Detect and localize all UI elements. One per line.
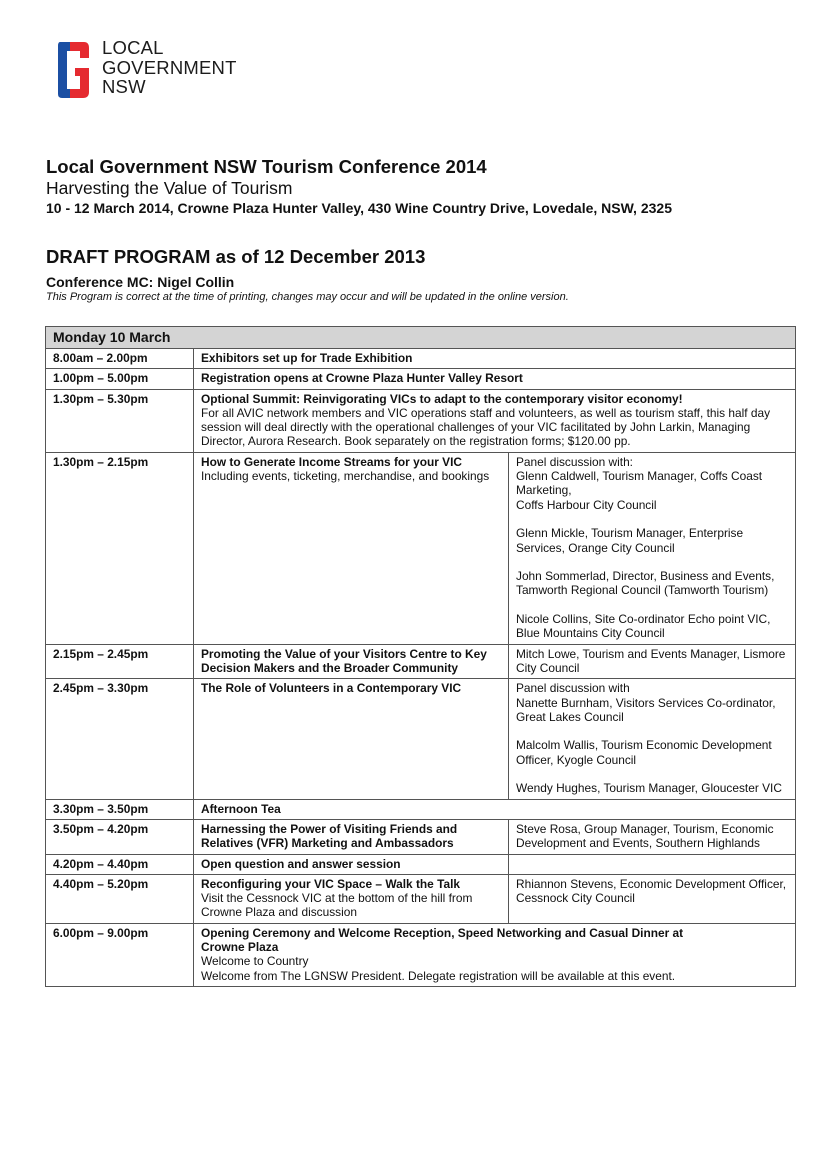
table-row bbox=[46, 874, 796, 923]
panel-intro: Panel discussion with bbox=[516, 681, 630, 696]
speaker: Glenn Caldwell, Tourism Manager, Coffs Coast Marketing, bbox=[516, 469, 763, 498]
speaker: Nanette Burnham, Visitors Services Co-ordinator, Great Lakes Council bbox=[516, 695, 776, 724]
logo-line-2: GOVERNMENT bbox=[102, 56, 237, 78]
session-time: 2.45pm – 3.30pm bbox=[46, 679, 194, 799]
logo-line-3: NSW bbox=[102, 76, 146, 97]
session-time: 1.30pm – 2.15pm bbox=[46, 452, 194, 644]
speaker: Rhiannon Stevens, Economic Development Officer, Cessnock City Council bbox=[509, 874, 796, 923]
session-description: Including events, ticketing, merchandise, and bookings bbox=[201, 469, 490, 484]
session-title: The Role of Volunteers in a Contemporary VIC bbox=[194, 679, 509, 799]
speaker: Wendy Hughes, Tourism Manager, Gloucester VIC bbox=[516, 781, 782, 796]
empty-cell bbox=[509, 854, 796, 874]
speaker: John Sommerlad, Director, Business and Events, Tamworth Regional Council (Tamworth Tourism) bbox=[516, 569, 775, 598]
speaker: Nicole Collins, Site Co-ordinator Echo point VIC, Blue Mountains City Council bbox=[516, 612, 771, 641]
speaker: Mitch Lowe, Tourism and Events Manager, Lismore City Council bbox=[509, 644, 796, 679]
table-row bbox=[46, 854, 796, 874]
session-time: 3.30pm – 3.50pm bbox=[46, 799, 194, 819]
conference-subtitle: Harvesting the Value of Tourism bbox=[46, 178, 293, 198]
day-heading: Monday 10 March bbox=[46, 327, 796, 349]
conference-mc: Conference MC: Nigel Collin bbox=[46, 274, 235, 290]
session-description: Welcome from The LGNSW President. Delegate registration will be available at this event. bbox=[201, 968, 676, 983]
speaker: Glenn Mickle, Tourism Manager, Enterprise Services, Orange City Council bbox=[516, 526, 744, 555]
session-title: Afternoon Tea bbox=[194, 799, 796, 819]
session-time: 2.15pm – 2.45pm bbox=[46, 644, 194, 679]
session-time: 1.30pm – 5.30pm bbox=[46, 389, 194, 452]
logo-line-1: LOCAL bbox=[102, 37, 164, 58]
program-table bbox=[45, 326, 796, 987]
session-time: 4.40pm – 5.20pm bbox=[46, 874, 194, 923]
session-title: Harnessing the Power of Visiting Friends and Relatives (VFR) Marketing and Ambassadors bbox=[194, 819, 509, 854]
table-row bbox=[46, 819, 796, 854]
session-time: 6.00pm – 9.00pm bbox=[46, 923, 194, 986]
session-title: Reconfiguring your VIC Space – Walk the Talk bbox=[201, 876, 461, 891]
session-description: Visit the Cessnock VIC at the bottom of the hill from Crowne Plaza and discussion bbox=[201, 891, 473, 920]
session-description: For all AVIC network members and VIC operations staff and volunteers, as well as tourism staff, this half day session will deal directly with the operational challenges of your VIC facilitated by John Larkin, Managing Director, Aurora Research. Book separately on the registration forms; $120.00 pp. bbox=[201, 405, 771, 449]
session-time: 8.00am – 2.00pm bbox=[46, 349, 194, 369]
table-row bbox=[46, 389, 796, 452]
table-row bbox=[46, 349, 796, 369]
session-cell bbox=[194, 923, 796, 986]
draft-program-heading: DRAFT PROGRAM as of 12 December 2013 bbox=[46, 246, 426, 267]
session-title: Exhibitors set up for Trade Exhibition bbox=[194, 349, 796, 369]
logo-wordmark bbox=[102, 38, 237, 97]
table-row bbox=[46, 923, 796, 986]
table-row bbox=[46, 452, 796, 644]
session-title: Registration opens at Crowne Plaza Hunter Valley Resort bbox=[194, 369, 796, 389]
speakers-cell bbox=[509, 452, 796, 644]
table-row bbox=[46, 799, 796, 819]
session-title: Optional Summit: Reinvigorating VICs to adapt to the contemporary visitor economy! bbox=[201, 391, 683, 406]
session-description: Welcome to Country bbox=[201, 954, 309, 969]
speakers-cell bbox=[509, 679, 796, 799]
conference-title: Local Government NSW Tourism Conference 2014 bbox=[46, 156, 487, 177]
session-time: 3.50pm – 4.20pm bbox=[46, 819, 194, 854]
panel-intro: Panel discussion with: bbox=[516, 454, 633, 469]
session-time: 1.00pm – 5.00pm bbox=[46, 369, 194, 389]
lgnsw-g-icon bbox=[56, 40, 92, 100]
speaker: Malcolm Wallis, Tourism Economic Development Officer, Kyogle Council bbox=[516, 738, 772, 767]
speaker-org: Coffs Harbour City Council bbox=[516, 497, 657, 512]
table-row bbox=[46, 679, 796, 799]
day-header-row bbox=[46, 327, 796, 349]
document-header bbox=[46, 156, 806, 304]
speaker: Steve Rosa, Group Manager, Tourism, Economic Development and Events, Southern Highlands bbox=[509, 819, 796, 854]
session-title: Open question and answer session bbox=[194, 854, 509, 874]
table-row bbox=[46, 644, 796, 679]
session-cell bbox=[194, 874, 509, 923]
session-cell bbox=[194, 452, 509, 644]
session-title: How to Generate Income Streams for your VIC bbox=[201, 454, 462, 469]
table-row bbox=[46, 369, 796, 389]
conference-dates-venue: 10 - 12 March 2014, Crowne Plaza Hunter Valley, 430 Wine Country Drive, Lovedale, NSW, 2325 bbox=[46, 200, 672, 216]
lgnsw-logo bbox=[56, 37, 237, 100]
session-cell bbox=[194, 389, 796, 452]
session-title: Opening Ceremony and Welcome Reception, Speed Networking and Casual Dinner at Crowne Plaza bbox=[201, 925, 684, 954]
program-disclaimer: This Program is correct at the time of printing, changes may occur and will be updated in the online version. bbox=[46, 291, 569, 303]
session-title: Promoting the Value of your Visitors Centre to Key Decision Makers and the Broader Community bbox=[194, 644, 509, 679]
session-time: 4.20pm – 4.40pm bbox=[46, 854, 194, 874]
